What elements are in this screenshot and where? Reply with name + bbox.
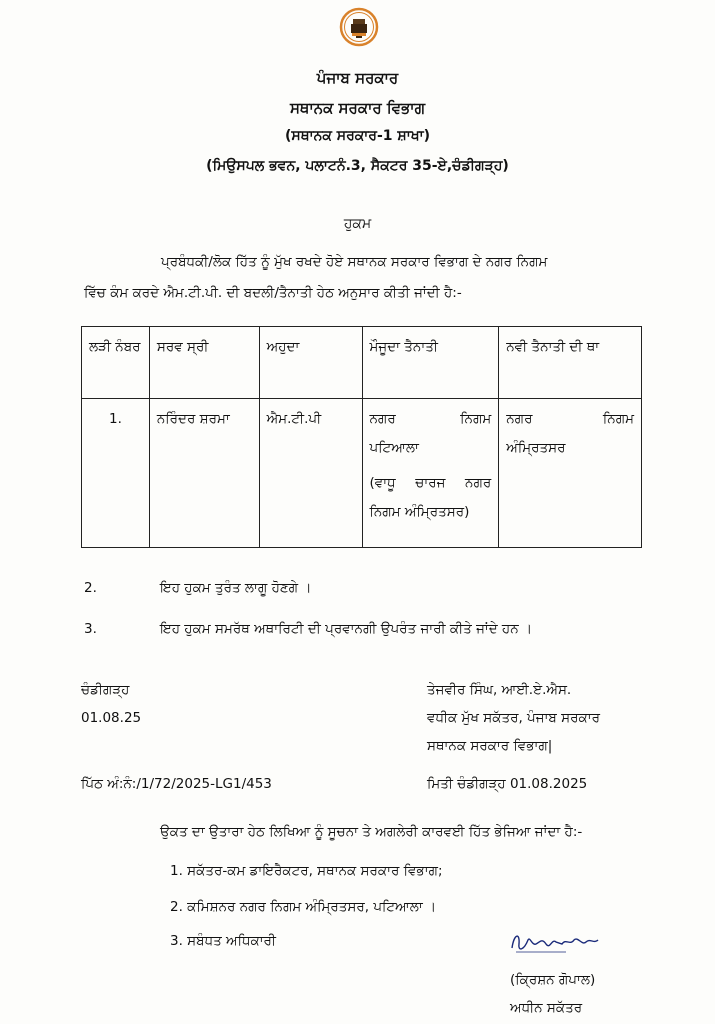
current-posting-line4: ਨਿਗਮ ਅੰਮ੍ਰਿਤਸਰ) [369, 504, 470, 520]
copy-intro: ਉਕਤ ਦਾ ਉਤਾਰਾ ਹੇਠ ਲਿਖਿਆ ਨੂੰ ਸੂਚਨਾ ਤੇ ਅਗਲੇਰੀ ਕਾਰਵਈ ਹਿੱਤ ਭੇਜਿਆ ਜਾਂਦਾ ਹੈ:- [160, 824, 583, 840]
header-address: (ਮਿਉਸਪਲ ਭਵਨ, ਪਲਾਟਨੰ.3, ਸੈਕਟਰ 35-ਏ,ਚੰਡੀਗੜ੍ਹ) [206, 158, 509, 174]
clause-number: 3. [84, 621, 97, 637]
column-header-current-posting: ਮੌਜੂਦਾ ਤੈਨਾਤੀ [362, 327, 499, 399]
endorsement-date: ਮਿਤੀ ਚੰਡੀਗੜ੍ਹ 01.08.2025 [427, 776, 588, 792]
order-intro-line1: ਪ੍ਰਬੰਧਕੀ/ਲੋਕ ਹਿੱਤ ਨੂੰ ਮੁੱਖ ਰਖਦੇ ਹੋਏ ਸਥਾਨਕ ਸਰਕਾਰ ਵਿਭਾਗ ਦੇ ਨਗਰ ਨਿਗਮ [161, 254, 548, 270]
cell-new-posting [499, 399, 642, 548]
header-branch: (ਸਥਾਨਕ ਸਰਕਾਰ-1 ਸ਼ਾਖਾ) [284, 128, 431, 144]
undersigned-designation: ਅਧੀਨ ਸਕੱਤਰ [510, 1000, 583, 1016]
signatory-department: ਸਥਾਨਕ ਸਰਕਾਰ ਵਿਭਾਗ| [427, 738, 553, 754]
undersigned-name: (ਕ੍ਰਿਸ਼ਨ ਗੋਪਾਲ) [510, 972, 596, 988]
column-header-designation: ਅਹੁਦਾ [259, 327, 362, 399]
recipient-item: 2. ਕਮਿਸ਼ਨਰ ਨਗਰ ਨਿਗਮ ਅੰਮ੍ਰਿਤਸਰ, ਪਟਿਆਲਾ । [170, 899, 437, 915]
table-row [82, 399, 642, 548]
clause-text: ਇਹ ਹੁਕਮ ਤੁਰੰਤ ਲਾਗੂ ਹੋਣਗੇ । [160, 580, 312, 596]
order-intro-line2: ਵਿੱਚ ਕੰਮ ਕਰਦੇ ਐਮ.ਟੀ.ਪੀ. ਦੀ ਬਦਲੀ/ਤੈਨਾਤੀ ਹੇਠ ਅਨੁਸਾਰ ਕੀਤੀ ਜਾਂਦੀ ਹੈ:- [84, 285, 462, 301]
header-state: ਪੰਜਾਬ ਸਰਕਾਰ [316, 69, 399, 87]
current-posting-line2: ਪਟਿਆਲਾ [369, 440, 419, 456]
clause-number: 2. [84, 580, 97, 596]
place: ਚੰਡੀਗੜ੍ਹ [81, 682, 130, 698]
new-posting-line1: ਨਗਰ ਨਿਗਮ [506, 411, 634, 427]
recipient-item: 1. ਸਕੱਤਰ-ਕਮ ਡਾਇਰੈਕਟਰ, ਸਥਾਨਕ ਸਰਕਾਰ ਵਿਭਾਗ; [170, 863, 443, 879]
table-header-row [82, 327, 642, 399]
cell-current-posting [362, 399, 499, 548]
order-title: ਹੁਕਮ [343, 216, 372, 232]
clause-text: ਇਹ ਹੁਕਮ ਸਮਰੱਥ ਅਥਾਰਿਟੀ ਦੀ ਪ੍ਰਵਾਨਗੀ ਉਪਰੰਤ ਜਾਰੀ ਕੀਤੇ ਜਾਂਦੇ ਹਨ । [160, 621, 533, 637]
handwritten-signature [506, 926, 602, 958]
header-department: ਸਥਾਨਕ ਸਰਕਾਰ ਵਿਭਾਗ [289, 99, 426, 117]
signatory-designation: ਵਧੀਕ ਮੁੱਖ ਸਕੱਤਰ, ਪੰਜਾਬ ਸਰਕਾਰ [427, 710, 600, 726]
column-header-new-posting: ਨਵੀ ਤੈਨਾਤੀ ਦੀ ਥਾ [499, 327, 642, 399]
signatory-name: ਤੇਜਵੀਰ ਸਿੰਘ, ਆਈ.ਏ.ਐਸ. [427, 682, 572, 698]
government-emblem-icon [339, 6, 379, 48]
current-posting-line3: (ਵਾਧੂ ਚਾਰਜ ਨਗਰ [369, 475, 492, 491]
endorsement-reference: ਪਿੱਠ ਅੰ:ਨੰ:/1/72/2025-LG1/453 [81, 776, 272, 792]
new-posting-line2: ਅੰਮ੍ਰਿਤਸਰ [506, 440, 566, 456]
cell-name: ਨਰਿੰਦਰ ਸ਼ਰਮਾ [149, 399, 259, 548]
cell-designation: ਐਮ.ਟੀ.ਪੀ [259, 399, 362, 548]
recipient-item: 3. ਸਬੰਧਤ ਅਧਿਕਾਰੀ [170, 933, 276, 949]
column-header-serial: ਲੜੀ ਨੰਬਰ [82, 327, 150, 399]
order-date: 01.08.25 [81, 710, 142, 726]
posting-table [81, 326, 642, 548]
current-posting-line1: ਨਗਰ ਨਿਗਮ [369, 411, 492, 427]
column-header-name: ਸਰਵ ਸ੍ਰੀ [149, 327, 259, 399]
cell-serial: 1. [82, 399, 150, 548]
